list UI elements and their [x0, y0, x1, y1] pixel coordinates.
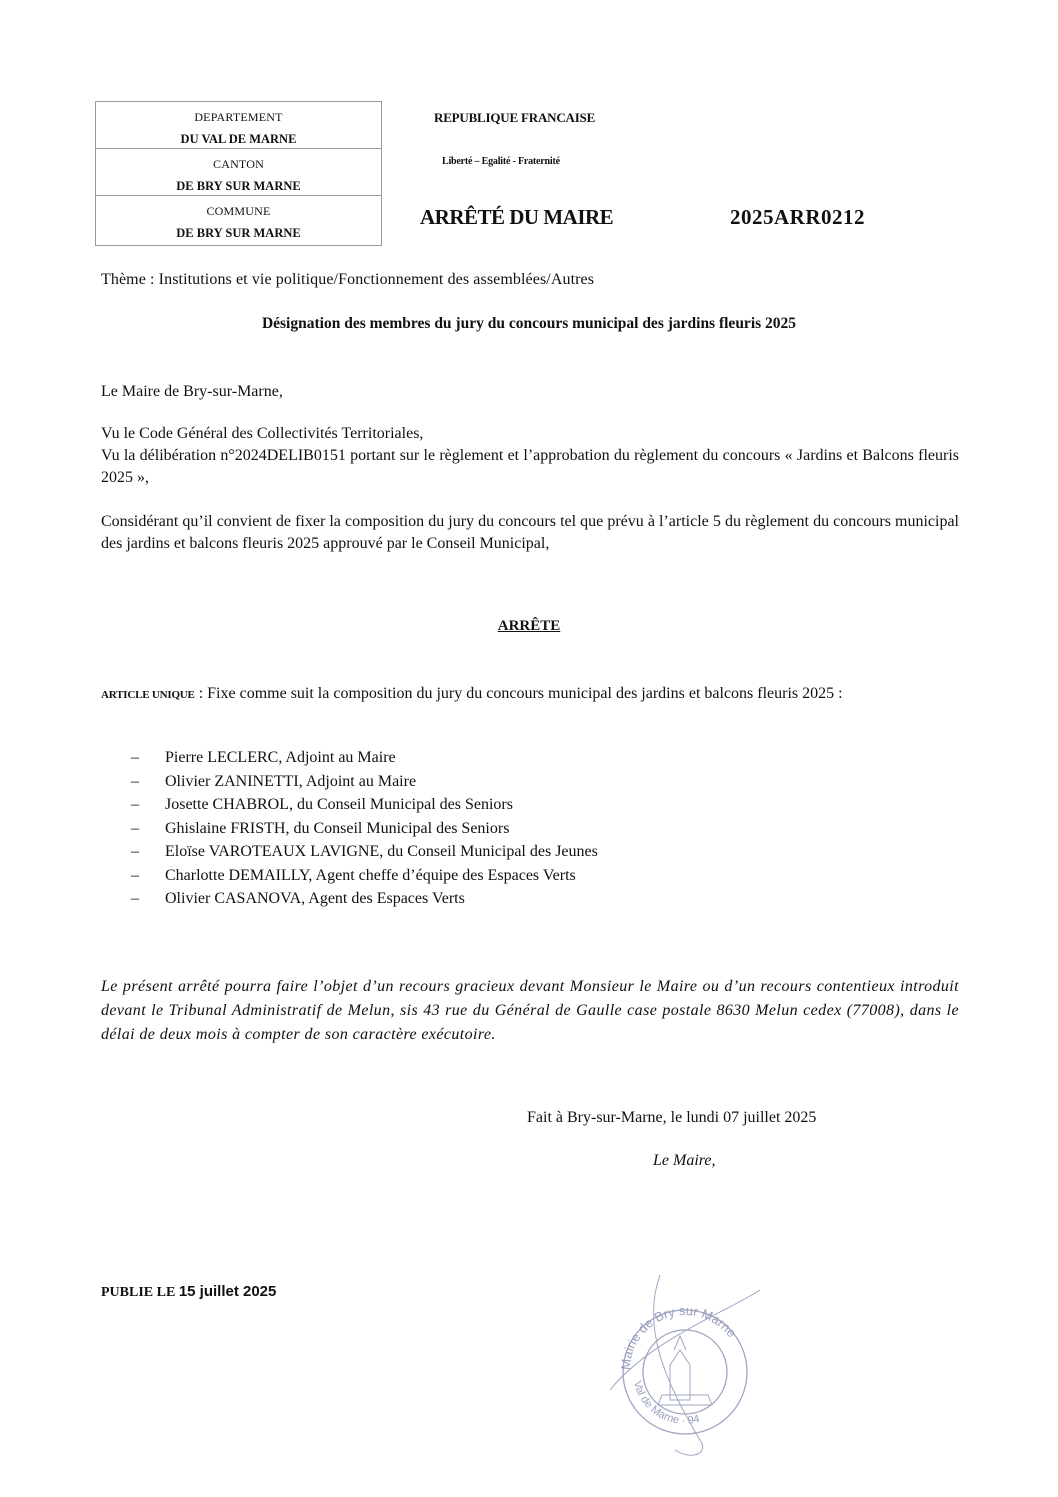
member-name: Olivier CASANOVA, Agent des Espaces Verts: [165, 890, 465, 907]
member-name: Josette CHABROL, du Conseil Municipal des Seniors: [165, 796, 513, 813]
admin-header-box: [95, 101, 382, 246]
theme-line: Thème : Institutions et vie politique/Fonctionnement des assemblées/Autres: [101, 271, 595, 288]
article-text: : Fixe comme suit la composition du jury du concours municipal des jardins et balcons fleuris 2025 :: [194, 685, 843, 702]
article-label: ARTICLE UNIQUE: [101, 689, 195, 701]
list-item: [131, 864, 598, 888]
maire-intro: Le Maire de Bry-sur-Marne,: [101, 383, 283, 400]
vu-code: Vu le Code Général des Collectivités Territoriales,: [101, 425, 424, 442]
dash: –: [131, 819, 139, 837]
vu-deliberation: Vu la délibération n°2024DELIB0151 portant sur le règlement et l’approbation du règlement du concours « Jardins et Balcons fleuris 2025 »,: [101, 447, 959, 486]
list-item: [131, 770, 598, 794]
dash: –: [131, 843, 139, 860]
list-item: [131, 817, 598, 841]
commune-label: COMMUNE: [206, 204, 271, 218]
member-name: Eloïse VAROTEAUX LAVIGNE, du Conseil Municipal des Jeunes: [165, 843, 598, 860]
canton-value: DE BRY SUR MARNE: [176, 179, 301, 193]
dash: –: [131, 749, 139, 766]
department-label: DEPARTEMENT: [194, 110, 283, 124]
admin-cell-department: [96, 102, 381, 149]
recours-notice: Le présent arrêté pourra faire l’objet d’un recours gracieux devant Monsieur le Maire ou d’un recours contentieux introduit devant le Tribunal Administratif de Melun, sis 43 rue du Général de Gaulle case postale 8630 Melun cedex (77008), dans le délai de deux mois à compter de son caractère exécutoire.: [101, 978, 959, 1043]
dash: –: [131, 890, 139, 907]
fait-a-line: Fait à Bry-sur-Marne, le lundi 07 juillet 2025: [527, 1109, 817, 1126]
member-name: Charlotte DEMAILLY, Agent cheffe d’équipe des Espaces Verts: [165, 866, 576, 884]
article-unique: [101, 683, 959, 706]
considerant: Considérant qu’il convient de fixer la composition du jury du concours tel que prévu à l’article 5 du règlement du concours municipal des jardins et balcons fleuris 2025 approuvé par le Conseil Municipal,: [101, 513, 959, 552]
dash: –: [131, 796, 139, 813]
stamp-text-top: Mairie de Bry sur Marne: [617, 1302, 740, 1371]
document-number: 2025ARR0212: [730, 205, 865, 229]
dash: –: [131, 772, 139, 790]
stamp-text-bottom: Val de Marne · 94: [630, 1379, 701, 1427]
commune-value: DE BRY SUR MARNE: [176, 226, 301, 240]
list-item: [131, 840, 598, 864]
member-name: Olivier ZANINETTI, Adjoint au Maire: [165, 772, 417, 790]
arrete-heading: ARRÊTE: [497, 618, 561, 634]
mairie-stamp-icon: [600, 1270, 770, 1460]
designation-title: [0, 315, 1058, 333]
publie-label: PUBLIE LE: [101, 1285, 176, 1300]
republic-motto: Liberté – Egalité - Fraternité: [442, 156, 560, 167]
list-item: [131, 793, 598, 817]
republique-heading: REPUBLIQUE FRANCAISE: [434, 110, 596, 125]
dash: –: [131, 866, 139, 884]
admin-cell-canton: [96, 149, 381, 196]
designation-text: Désignation des membres du jury du concours municipal des jardins fleuris 2025: [261, 315, 797, 332]
list-item: [131, 746, 598, 770]
signature-label: Le Maire,: [653, 1152, 716, 1169]
publication-line: [101, 1283, 276, 1301]
publie-date: 15 juillet 2025: [178, 1283, 277, 1300]
member-name: Ghislaine FRISTH, du Conseil Municipal des Seniors: [165, 819, 510, 837]
canton-label: CANTON: [213, 157, 264, 171]
jury-members-list: [131, 746, 598, 911]
document-title: ARRÊTÉ DU MAIRE: [420, 205, 614, 229]
member-name: Pierre LECLERC, Adjoint au Maire: [165, 749, 396, 766]
admin-cell-commune: [96, 196, 381, 243]
department-value: DU VAL DE MARNE: [180, 132, 297, 146]
list-item: [131, 887, 598, 911]
